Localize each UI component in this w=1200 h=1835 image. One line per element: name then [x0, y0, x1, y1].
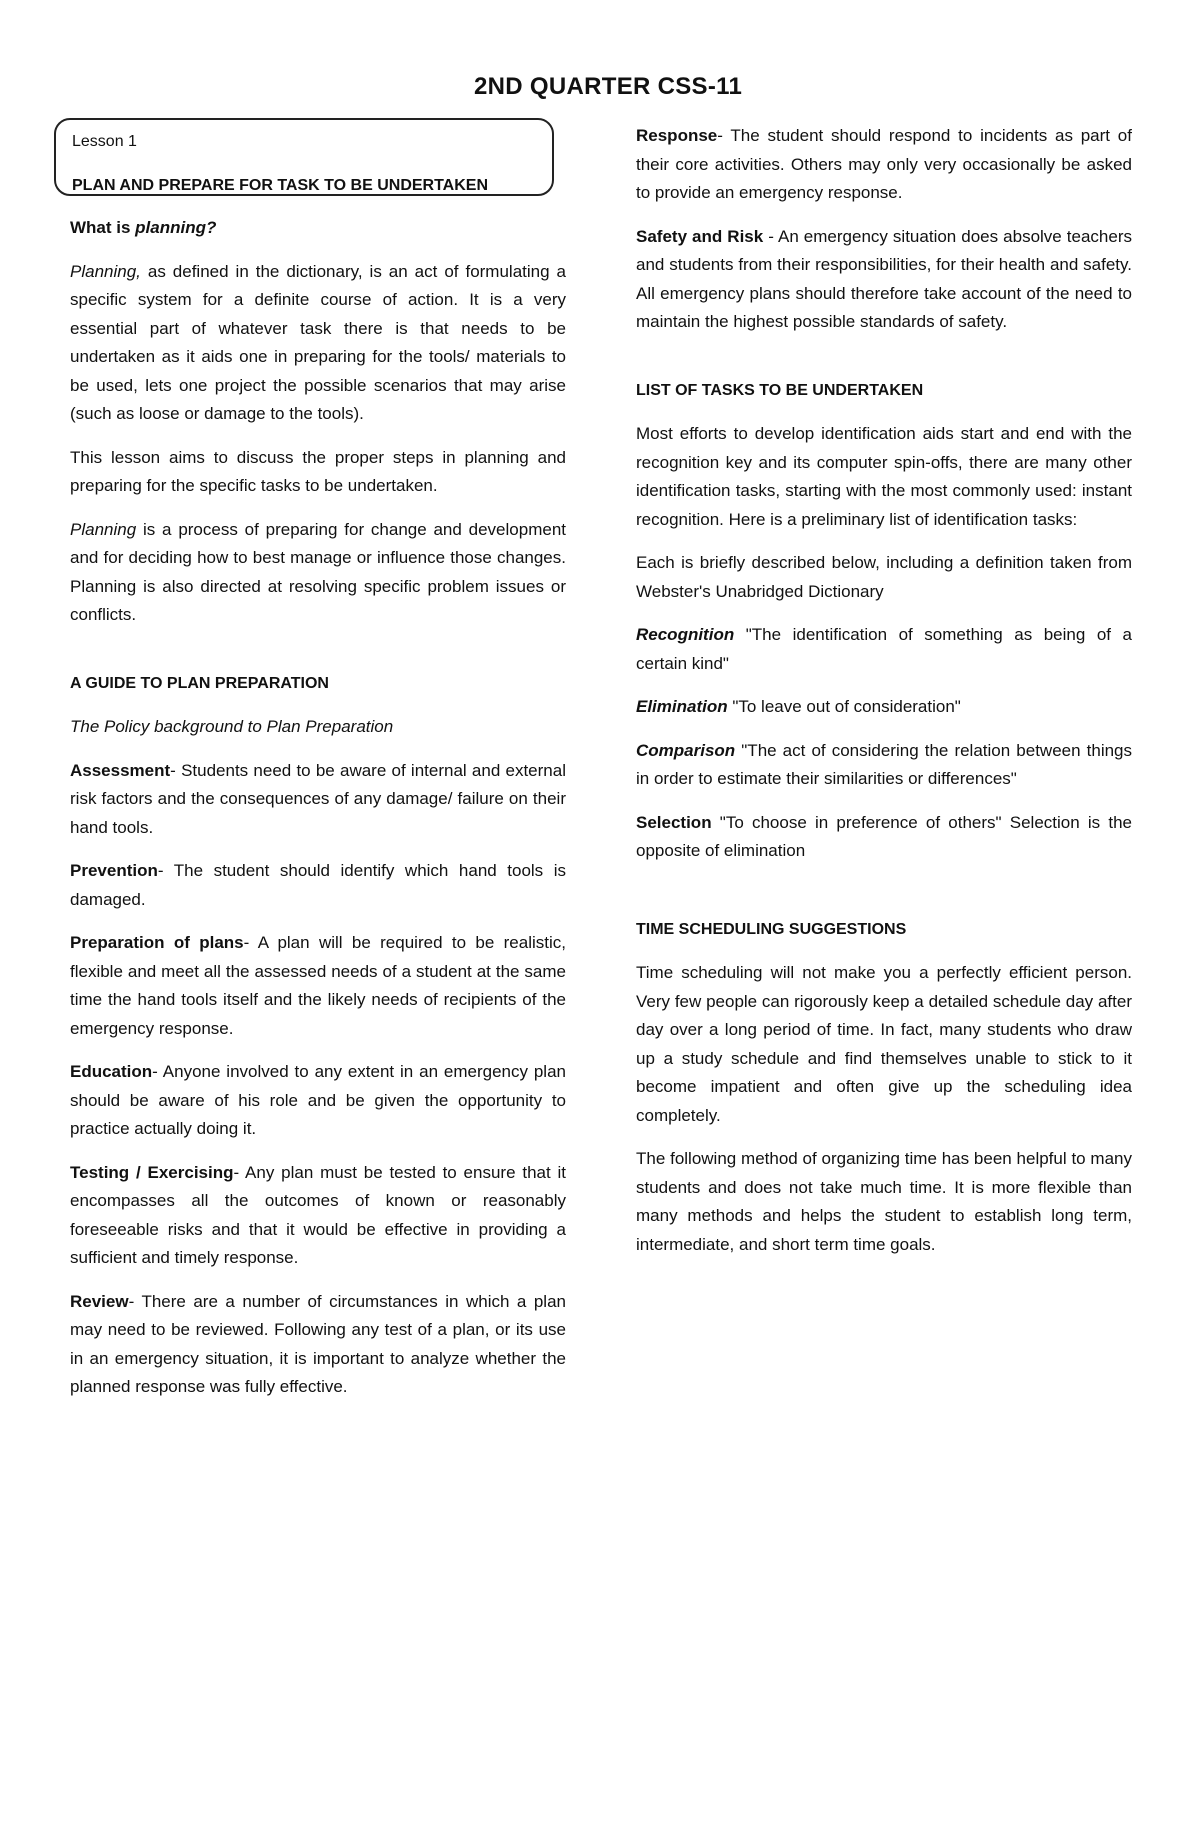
right-column — [636, 122, 1132, 1274]
guide-subheading-text: The Policy background to Plan Preparation — [70, 717, 394, 736]
paragraph-tasks-intro: Most efforts to develop identification aids start and end with the recognition key and its computer spin-offs, there are many other identification tasks, starting with the most commonly used: instant recognition. Here is a preliminary list of identification tasks: — [636, 424, 1132, 529]
guide-item-text: The student should respond to incidents as part of their core activities. Others may only very occasionally be asked to provide an emergency response. — [636, 126, 1132, 202]
guide-item-term: Response — [636, 126, 718, 145]
paragraph-planning-definition-text: as defined in the dictionary, is an act of formulating a specific system for a definite course of action. It is a very essential part of whatever task there is that needs to be undertaken as it aids one in preparing for the tools/ materials to be used, lets one project the possible scenarios that may arise (such as loose or damage to the tools). — [70, 261, 566, 423]
guide-item-term: Review — [70, 1291, 129, 1311]
guide-item — [636, 122, 1132, 208]
definition-term: Selection — [636, 812, 712, 832]
guide-item-sep: - — [152, 1062, 158, 1081]
paragraph-time-method: The following method of organizing time has been helpful to many students and does not take much time. It is more flexible than many methods and helps the student to establish long term, intermediate, and short term time goals. — [636, 1149, 1132, 1254]
definition-item — [636, 809, 1132, 866]
definition-item — [636, 737, 1132, 794]
paragraph-planning-definition — [70, 258, 566, 429]
guide-item-sep: - — [128, 1291, 135, 1311]
guide-item-sep: - — [170, 760, 176, 780]
page-title: 2ND QUARTER CSS-11 — [474, 73, 743, 100]
planning-question-prefix: What is — [70, 218, 136, 237]
guide-item-text: The student should identify which hand tools is damaged. — [70, 861, 566, 909]
guide-item-sep: - — [243, 933, 250, 952]
definition-item — [636, 693, 1132, 722]
definition-text: "The act of considering the relation between things in order to estimate their similarities or differences" — [636, 740, 1132, 788]
guide-item-text: Any plan must be tested to ensure that it encompasses all the outcomes of known or reasonably foreseeable risks and that it would be effective in providing a sufficient and timely response. — [70, 1162, 567, 1267]
guide-item-sep: - — [233, 1162, 240, 1182]
definition-term: Recognition — [636, 625, 735, 644]
definition-text: "To choose in preference of others" Selection is the opposite of elimination — [636, 812, 1132, 860]
guide-item — [70, 1058, 566, 1144]
guide-item-term: Assessment — [70, 760, 171, 780]
guide-heading: A GUIDE TO PLAN PREPARATION — [70, 674, 329, 692]
paragraph-tasks-description: Each is briefly described below, including a definition taken from Webster's Unabridged Dictionary — [636, 553, 1132, 601]
guide-item-term: Preparation of plans — [70, 933, 244, 952]
guide-item — [636, 223, 1132, 337]
lesson-title: PLAN AND PREPARE FOR TASK TO BE UNDERTAKEN — [72, 177, 489, 194]
lesson-box — [54, 118, 554, 196]
paragraph-planning-process-em: Planning — [70, 519, 137, 539]
guide-item-term: Prevention — [70, 861, 158, 880]
lesson-label: Lesson 1 — [72, 133, 137, 150]
tasks-heading: LIST OF TASKS TO BE UNDERTAKEN — [636, 381, 924, 399]
left-column — [70, 214, 566, 1417]
definition-term: Elimination — [636, 697, 728, 716]
paragraph-planning-definition-em: Planning, — [70, 261, 141, 281]
guide-item-term: Safety and Risk — [636, 226, 764, 246]
guide-item — [70, 757, 566, 843]
paragraph-lesson-aim: This lesson aims to discuss the proper steps in planning and preparing for the specific tasks to be undertaken. — [70, 447, 566, 495]
definition-term: Comparison — [636, 740, 736, 760]
time-heading: TIME SCHEDULING SUGGESTIONS — [636, 920, 907, 938]
guide-item-sep: - — [157, 861, 164, 880]
definition-text: "The identification of something as being of a certain kind" — [636, 625, 1132, 673]
guide-item — [70, 1288, 566, 1402]
paragraph-planning-process-text: is a process of preparing for change and development and for deciding how to best manage or influence those changes. Planning is also directed at resolving specific problem issues or conflicts. — [70, 519, 566, 624]
guide-item-term: Testing / Exercising — [70, 1162, 234, 1182]
guide-item-sep: - — [763, 226, 774, 246]
guide-item-text: Anyone involved to any extent in an emergency plan should be aware of his role and be given the opportunity to practice actually doing it. — [70, 1062, 566, 1138]
definition-item — [636, 621, 1132, 678]
guide-subheading — [70, 713, 566, 742]
guide-item-text: An emergency situation does absolve teachers and students from their responsibilities, for their health and safety. All emergency plans should therefore take account of the need to maintain the highest possible standards of safety. — [636, 226, 1132, 331]
guide-item-text: A plan will be required to be realistic, flexible and meet all the assessed needs of a student at the same time the hand tools itself and the likely needs of recipients of the emergency response. — [70, 933, 566, 1038]
guide-item — [70, 857, 566, 914]
planning-question-em: planning? — [135, 218, 217, 237]
guide-item-text: Students need to be aware of internal and external risk factors and the consequences of any damage/ failure on their hand tools. — [70, 760, 566, 837]
guide-item — [70, 1159, 566, 1273]
paragraph-planning-process — [70, 516, 566, 630]
planning-question — [70, 214, 566, 243]
guide-item-sep: - — [717, 126, 723, 145]
definition-text: "To leave out of consideration" — [727, 697, 961, 716]
guide-item-text: There are a number of circumstances in which a plan may need to be reviewed. Following any test of a plan, or its use in an emergency situation, it is important to analyze whether the planned response was fully effective. — [70, 1291, 566, 1396]
paragraph-time-scheduling: Time scheduling will not make you a perfectly efficient person. Very few people can rigorously keep a detailed schedule day after day over a long period of time. In fact, many students who draw up a study schedule and find themselves unable to stick to it become impatient and often give up the scheduling idea completely. — [636, 963, 1132, 1125]
guide-item-term: Education — [70, 1062, 153, 1081]
guide-item — [70, 929, 566, 1043]
